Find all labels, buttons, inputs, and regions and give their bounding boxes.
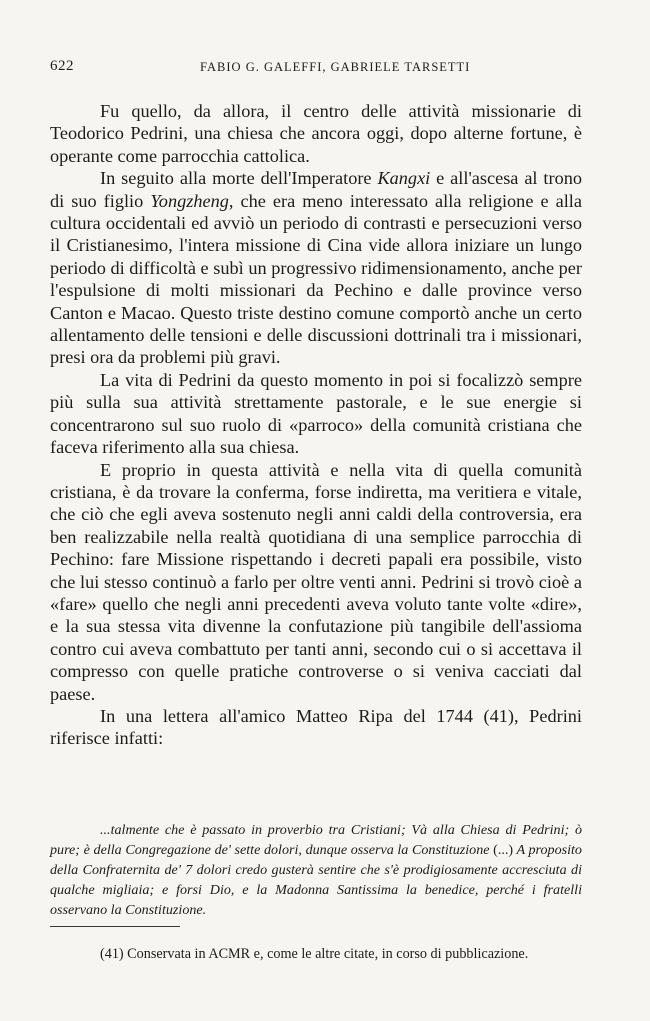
paragraph-2-part-b: e all'ascesa al trono di suo figlio: [50, 168, 582, 211]
footnote: [50, 945, 582, 963]
page-number: 622: [50, 58, 74, 74]
paragraph-3: La vita di Pedrini da questo momento in poi si focalizzò sempre più sulla sua attività strettamente pastorale, e le sue energie si concentrarono sul suo ruolo di «parroco» della comunità cristiana che faceva riferimento alla sua chiesa.: [50, 369, 582, 458]
emperor-name-yongzheng: Yongzheng: [150, 190, 229, 211]
quote-paragraph: [50, 820, 582, 920]
paragraph-1: Fu quello, da allora, il centro delle attività missionarie di Teodorico Pedrini, una chiesa che ancora oggi, dopo alterne fortune, è operante come parrocchia cattolica.: [50, 101, 582, 166]
quote-ellipsis: (...): [493, 842, 514, 858]
paragraph-5: In una lettera all'amico Matteo Ripa del 1744 (41), Pedrini riferisce infatti:: [50, 705, 582, 749]
quote-part-a: ...talmente che è passato in proverbio tra Cristiani; Và alla Chiesa di Pedrini; ò pure; è della Congregazione de' sette dolori, dunque osserva la Constituzione: [50, 822, 582, 858]
paragraph-2-part-c: , che era meno interessato alla religione e alla cultura occidentali ed avviò un periodo di contrasti e persecuzioni verso il Cristianesimo, l'intera missione di Cina vide allora iniziare un lungo periodo di difficoltà e subì un progressivo ridimensionamento, anche per l'espulsione di molti missionari da Pechino e dalle province verso Canton e Macao. Questo triste destino comune comportò anche un certo allentamento delle tensioni e delle discussioni dottrinali tra i missionari, presi ora da problemi più gravi.: [50, 190, 582, 368]
emperor-name-kangxi: Kangxi: [377, 168, 431, 189]
page-header: [50, 58, 582, 78]
footnote-divider: [50, 926, 180, 927]
footnote-41: (41) Conservata in ACMR e, come le altre citate, in corso di pubblicazione.: [100, 946, 529, 962]
paragraph-2: [50, 167, 582, 369]
paragraph-2-part-a: In seguito alla morte dell'Imperatore: [100, 168, 378, 189]
running-head: FABIO G. GALEFFI, GABRIELE TARSETTI: [200, 60, 471, 74]
paragraph-4: E proprio in questa attività e nella vita di quella comunità cristiana, è da trovare la conferma, forse indiretta, ma veritiera e vitale, che ciò che egli aveva sostenuto negli anni caldi della controversia, era ben realizzabile nella realtà quotidiana di una semplice parrocchia di Pechino: fare Missione rispettando i decreti papali era possibile, visto che lui stesso continuò a farlo per oltre venti anni. Pedrini si trovò cioè a «fare» quello che negli anni precedenti aveva voluto tante volte «dire», e la sua stessa vita divenne la confutazione più tangibile dell'assioma contro cui aveva combattuto per tanti anni, secondo cui o si accettava il compresso con quelle pratiche controverse o si veniva cacciati dal paese.: [50, 459, 582, 704]
block-quote: [50, 820, 582, 920]
quote-part-b: A proposito della Confraternita de' 7 dolori credo gusterà sentire che s'è prodigiosamente accresciuta di qualche migliaia; e forsi Dio, e la Madonna Santissima la benedice, perché i fratelli osservano la Constituzione.: [50, 842, 582, 918]
body-text: [50, 100, 582, 750]
